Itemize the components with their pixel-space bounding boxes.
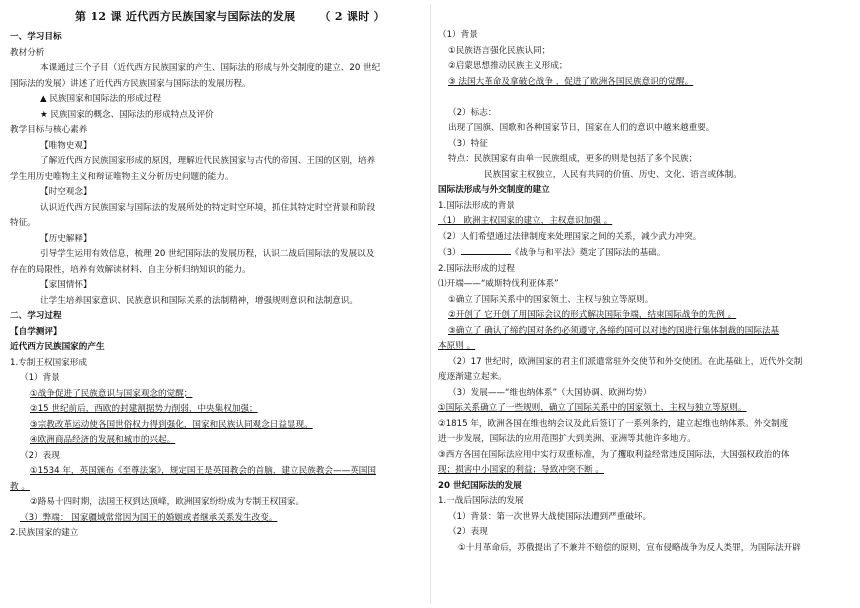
right-text-line: ③西方各国在国际法应用中实行双重标准，为了攫取利益经常违反国际法，大国强权政治的体 [438,449,790,460]
left-text-line: ▲ 民族国家和国际法的形成过程 [40,94,162,104]
left-column [10,0,432,542]
left-text-line: 【唯物史观】 [40,140,92,151]
right-text-line: （1） 欧洲主权国家的建立，主权意识加强 。 [438,216,613,226]
left-text-line: 本课通过三个子目（近代西方民族国家的产生、国际法的形成与外交制度的建立、20 世纪 [40,63,381,73]
right-text-line: 本原则 。 [438,341,476,351]
left-text-line: 一、学习目标 [10,32,62,42]
left-text-line: 认识近代西方民族国家与国际法的发展所处的特定时空环境，抓住其特定时空背景和阶段 [40,202,376,213]
left-text-line: 引导学生运用有效信息，梳理 20 世纪国际法的发展历程，认识二战后国际法的发展以及 [40,249,375,259]
right-text-line: 国际法形成与外交制度的建立 [438,185,550,195]
right-text-line: 民族国家主权独立，人民有共同的价值、历史、文化、语言或体制。 [484,169,742,180]
left-text-line: 教学目标与核心素养 [10,125,88,135]
right-text-line: ②启蒙思想推动民族主义形成； [448,61,568,71]
left-text-line: ④欧洲商品经济的发展和城市的兴起。 [30,435,176,445]
right-text-line: ②开创了 它开创了用国际会议的形式解决国际争端，结束国际战争的先例 。 [448,310,737,320]
left-text-line: 近代西方民族国家的产生 [10,342,105,352]
right-text-line: （3） 《战争与和平法》奠定了国际法的基础。 [438,245,860,262]
right-text-line: （3）特征 [448,138,488,149]
right-text-line: ①民族语言强化民族认同； [448,45,551,56]
left-text-line: ②15 世纪前后，西欧的封建割据势力削弱，中央集权加强； [30,404,258,414]
right-column [438,0,860,556]
right-text-line: （2）标志： [448,107,497,118]
right-text-line: （2）17 世纪时，欧洲国家的君主们派遣常驻外交使节和外交使团。在此基础上，近代外交制 [448,356,803,367]
right-text-line [438,90,860,106]
left-text-line: 【历史解释】 [40,233,92,244]
fill-in-blank[interactable] [461,245,511,255]
right-text-line: 度逐渐建立起来。 [438,372,507,382]
right-text-line: （2）表现 [448,527,488,537]
right-text-line: （2）人们希望通过法律制度来处理国家之间的关系，减少武力冲突。 [438,231,702,242]
right-text-line: ②1815 年，欧洲各国在维也纳会议及此后签订了一系列条约，建立起维也纳体系。外交制度 [438,418,789,429]
right-text-line: 现；损害中小国家的利益；导致冲突不断 。 [438,465,605,475]
left-text-line: 了解近代西方民族国家形成的原因，理解近代民族国家与古代的帝国、王国的区别，培养 [40,156,376,166]
right-text-line: 1.国际法形成的背景 [438,200,515,211]
left-text-line: ③宗教改革运动使各国世俗权力得到强化，国家和民族认同观念日益显现。 [30,419,313,430]
left-text-line: 教材分析 [10,47,45,58]
right-text-line: 20 世纪国际法的发展 [438,480,522,491]
right-text-line: ①十月革命后，苏俄提出了不兼并不赔偿的原则，宣布侵略战争为反人类罪，为国际法开辟 [458,542,801,553]
left-text-line: 存在的局限性，培养有效解读材料、自主分析归纳知识的能力。 [10,264,251,275]
right-text-line: 2.国际法形成的过程 [438,263,515,274]
right-text-line: 特点：民族国家有由单一民族组成，更多的则是包括了多个民族； [448,154,698,164]
left-text-line: 教 。 [10,481,30,492]
left-text-line: ①1534 年，英国颁布《至尊法案》，规定国王是英国教会的首脑，建立民族教会——英国国 [30,466,376,476]
left-text-line: （1）背景 [20,373,60,383]
lesson-title: 第 12 课 近代西方民族国家与国际法的发展 [75,10,296,23]
right-text-line: ①确立了国际关系中的国家领土、主权与独立等原则。 [448,294,654,305]
left-text-line: 2.民族国家的建立 [10,528,79,538]
left-text-line: （2）表现 [20,450,60,461]
left-text-line: ①战争促进了民族意识与国家观念的觉醒； [30,388,193,399]
right-text-line: ③确立了 确认了缔约国对条约必须遵守,各缔约国可以对违约国进行集体制裁的国际法基 [448,325,780,336]
right-text-line: 出现了国旗、国歌和各种国家节日，国家在人们的意识中越来越重要。 [448,123,715,133]
right-text-line: （3）发展——“维也纳体系”（大国协调、欧洲均势） [448,387,652,398]
left-text-line: 二、学习过程 [10,311,62,321]
right-text-line: 1.一战后国际法的发展 [438,496,524,506]
left-text-line: 【家国情怀】 [40,280,92,290]
left-text-line: （3）弊端： 国家疆域常常因为国王的婚姻或者继承关系发生改变。 [20,512,278,523]
left-text-line: 让学生培养国家意识、民族意识和国际关系的法制精神，增强规则意识和法制意识。 [40,295,358,306]
left-text-line: ②路易十四时期，法国王权到达顶峰，欧洲国家纷纷成为专制王权国家。 [30,497,305,507]
left-text-line: ★ 民族国家的概念、国际法的形成特点及评价 [40,109,214,120]
right-text-line: 进一步发展，国际法的应用范围扩大到美洲、亚洲等其他许多地方。 [438,434,696,444]
right-text-line: （1）背景：第一次世界大战使国际法遭到严重破坏。 [448,511,652,522]
left-text-line: 【自学测评】 [10,326,62,337]
left-text-line: 1.专制王权国家形成 [10,357,87,368]
left-text-line: 特征。 [10,218,36,228]
right-text-line: ①国际关系确立了一些规则，确立了国际关系中的国家领土、主权与独立等原则。 [438,403,747,413]
left-text-line: 学生用历史唯物主义和辩证唯物主义分析历史问题的能力。 [10,171,234,182]
right-text-line: ⑴开端——“威斯特伐利亚体系” [438,279,559,289]
right-text-line: ③ 法国大革命及拿破仑战争 ，促进了欧洲各国民族意识的觉醒。 [448,76,694,87]
right-text-line: （1）背景 [438,30,478,40]
left-text-line: 国际法的发展）讲述了近代西方民族国家与国际法的发展历程。 [10,78,251,89]
lesson-hours: （ 2 课时 ） [319,10,385,23]
left-text-line: 【时空观念】 [40,187,92,197]
